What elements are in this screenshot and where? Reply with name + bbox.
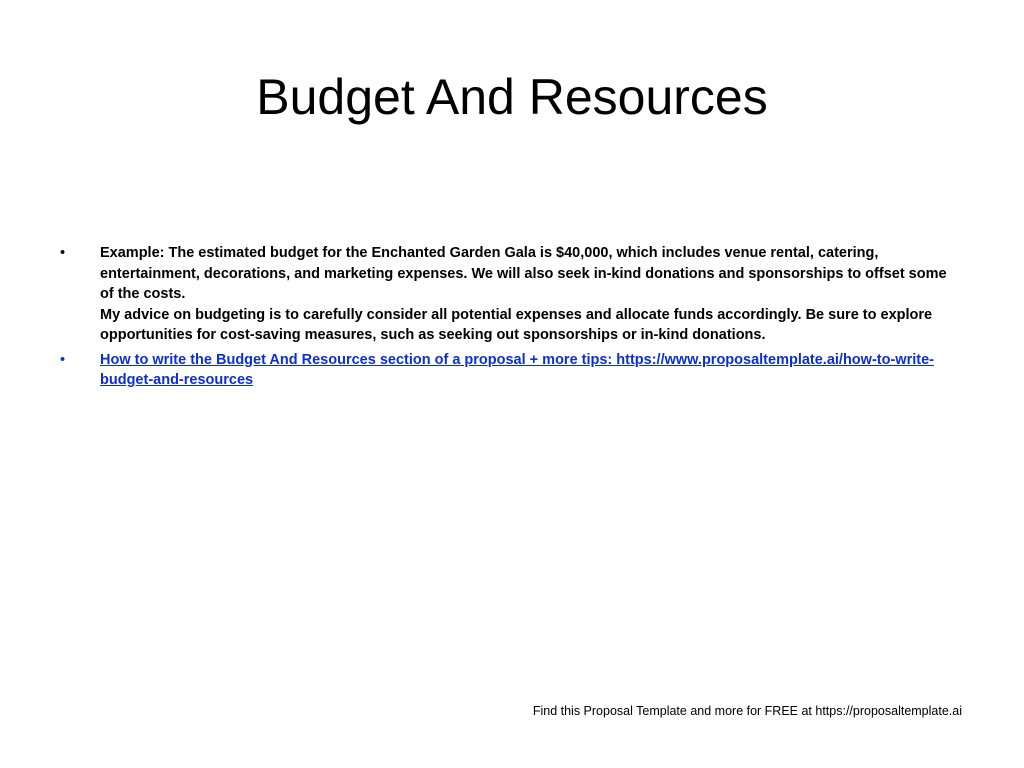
bullet-marker: • [60, 245, 66, 261]
bullet-text [100, 350, 952, 391]
footer-text: Find this Proposal Template and more for FREE at https://proposaltemplate.ai [532, 704, 962, 718]
bullet-marker: • [60, 351, 66, 368]
bullet-item-link [0, 350, 952, 391]
bullet-list [0, 243, 1024, 395]
tips-link[interactable]: How to write the Budget And Resources section of a proposal + more tips: https://www.proposaltemplate.ai/how-to-write-budget-and-resources [100, 351, 934, 388]
advice-paragraph: My advice on budgeting is to carefully consider all potential expenses and allocate funds accordingly. Be sure to explore opportunities for cost-saving measures, such as seeking out sponsorships or in-kind donations. [100, 306, 933, 343]
example-paragraph: Example: The estimated budget for the Enchanted Garden Gala is $40,000, which includes venue rental, catering, entertainment, decorations, and marketing expenses. We will also seek in-kind donations and sponsorships to offset some of the costs. [100, 245, 947, 302]
bullet-text [100, 243, 952, 346]
bullet-item-example [0, 243, 952, 346]
slide-title: Budget And Resources [256, 69, 768, 125]
